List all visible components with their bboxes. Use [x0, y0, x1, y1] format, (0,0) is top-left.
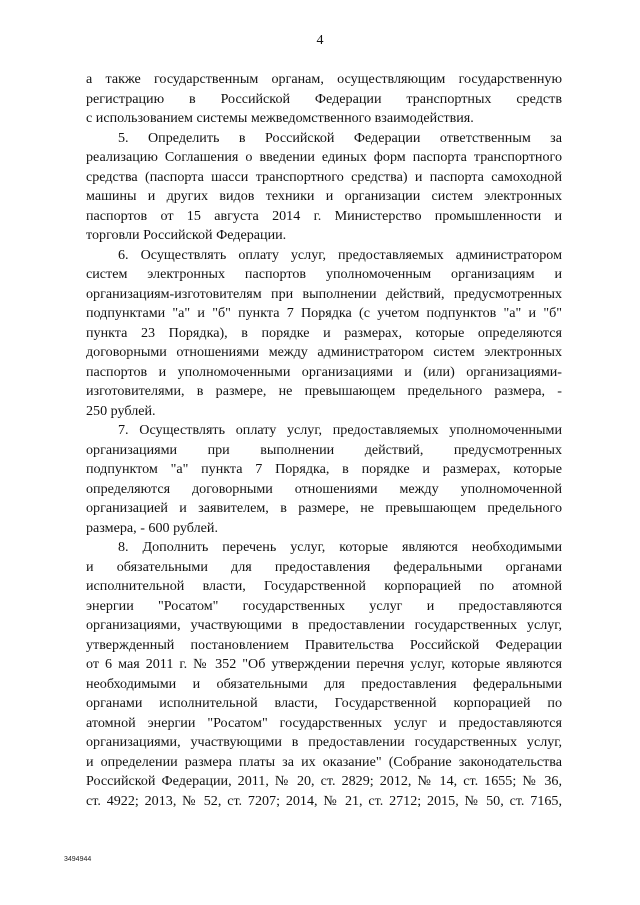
text-line: изготовителями, в размере, не превышающем предельного размера, -: [86, 383, 562, 399]
text-line: 250 рублей.: [86, 402, 156, 419]
text-line: атомной энергии "Росатом" государственных услуг и предоставляются: [86, 714, 562, 731]
text-line: систем электронных паспортов уполномоченным организациям и: [86, 266, 562, 282]
text-line: пункта 23 Порядка), в порядке и размерах, которые определяются: [86, 324, 562, 341]
text-line: исполнительной власти, Государственной корпорацией по атомной: [86, 578, 562, 594]
text-line: подпунктами "а" и "б" пункта 7 Порядка (с учетом подпунктов "а" и "б": [86, 305, 562, 321]
text-line: организациями, участвующими в предоставлении государственных услуг,: [86, 617, 562, 633]
paragraph: [86, 421, 562, 538]
text-line: подпунктом "а" пункта 7 Порядка, в порядке и размерах, которые: [86, 461, 562, 477]
text-line: паспортов и уполномоченными организациями и (или) организациями-: [86, 363, 562, 380]
text-line: 7. Осуществлять оплату услуг, предоставляемых уполномоченными: [118, 422, 562, 438]
text-line: реализацию Соглашения о введении единых форм паспорта транспортного: [86, 149, 562, 165]
text-line: с использованием системы межведомственного взаимодействия.: [86, 110, 474, 126]
text-line: и обязательными для предоставления федеральными органами: [86, 558, 562, 575]
paragraph: [86, 129, 562, 246]
text-line: а также государственным органам, осуществляющим государственную: [86, 71, 562, 87]
text-line: организацией и заявителем, в размере, не превышающем предельного: [86, 500, 562, 516]
text-line: средства (паспорта шасси транспортного средства) и паспорта самоходной: [86, 168, 562, 185]
paragraph: [86, 246, 562, 422]
text-line: определяются договорными отношениями между уполномоченной: [86, 480, 562, 497]
document-body: [86, 70, 562, 811]
text-line: органами исполнительной власти, Государственной корпорацией по: [86, 695, 562, 711]
text-line: организациями при выполнении действий, предусмотренных: [86, 441, 562, 458]
text-line: паспортов от 15 августа 2014 г. Министерство промышленности и: [86, 207, 562, 224]
text-line: организациями, участвующими в предоставлении государственных услуг,: [86, 734, 562, 750]
paragraph: [86, 70, 562, 129]
text-line: размера, - 600 рублей.: [86, 519, 218, 536]
text-line: энергии "Росатом" государственных услуг и предоставляются: [86, 597, 562, 614]
text-line: машины и других видов техники и организации систем электронных: [86, 188, 562, 204]
text-line: 5. Определить в Российской Федерации ответственным за: [118, 129, 562, 146]
text-line: необходимыми и обязательными для предоставления федеральными: [86, 675, 562, 692]
text-line: договорными отношениями между администратором систем электронных: [86, 344, 562, 360]
document-code: 3494944: [64, 856, 92, 863]
text-line: 6. Осуществлять оплату услуг, предоставляемых администратором: [118, 246, 562, 263]
text-line: утвержденный постановлением Правительства Российской Федерации: [86, 636, 562, 653]
text-line: 8. Дополнить перечень услуг, которые являются необходимыми: [118, 539, 562, 555]
text-line: ст. 4922; 2013, № 52, ст. 7207; 2014, № 21, ст. 2712; 2015, № 50, ст. 7165,: [86, 792, 562, 809]
text-line: Российской Федерации, 2011, № 20, ст. 2829; 2012, № 14, ст. 1655; № 36,: [86, 773, 562, 789]
text-line: и определении размера платы за их оказание" (Собрание законодательства: [86, 753, 562, 770]
text-line: торговли Российской Федерации.: [86, 227, 287, 243]
text-line: организациям-изготовителям при выполнении действий, предусмотренных: [86, 285, 562, 302]
text-line: регистрацию в Российской Федерации транспортных средств: [86, 90, 562, 107]
page-number: 4: [316, 33, 324, 48]
text-line: от 6 мая 2011 г. № 352 "Об утверждении перечня услуг, которые являются: [86, 656, 562, 672]
paragraph: [86, 538, 562, 811]
